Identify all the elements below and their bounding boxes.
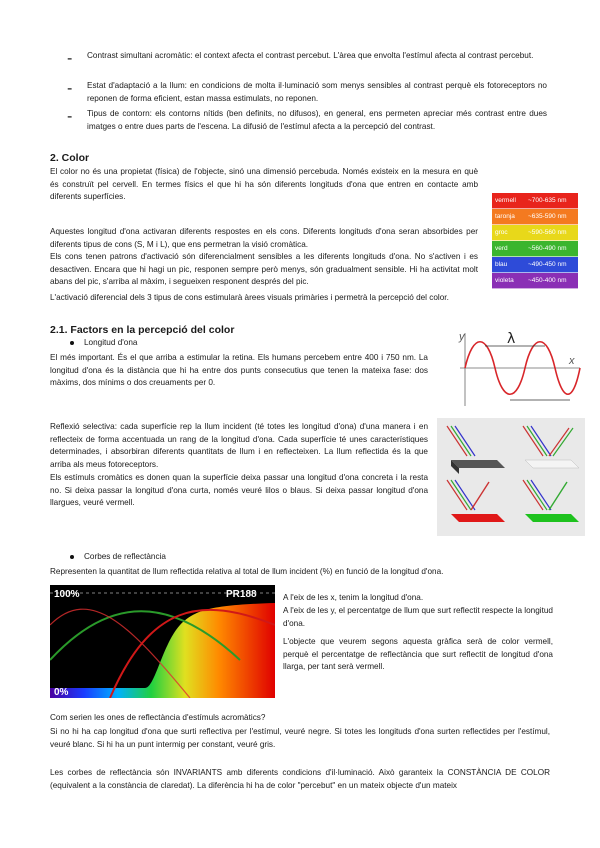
paragraph: A l'eix de les x, tenim la longitud d'ona. bbox=[283, 593, 424, 602]
wavelength-range: ~450-400 nm bbox=[528, 277, 567, 284]
paragraph: Si no hi ha cap longitud d'ona que surti reflectiva per l'estímul, veuré negre. Si totes les longituds d'ona surten reflectides per l'estímul, veuré blanc. Si hi ha un punt intermig per constant, veuré gris. bbox=[50, 727, 550, 749]
bullet-text: Contrast simultani acromàtic: el context afecta el contrast percebut. L'àrea que envolta l'estímul afecta al contrast percebut. bbox=[87, 51, 534, 60]
bullet-dot-icon bbox=[70, 341, 74, 345]
bullet-text: Estat d'adaptació a la llum: en condicions de molta il·luminació som menys sensibles al contrast perquè els fotoreceptors no reponen de forma eficient, estan massa estimulats, no reponen. bbox=[87, 81, 547, 103]
reflectance-curve-chart bbox=[50, 585, 275, 698]
wavelength-color-table bbox=[492, 193, 578, 289]
wavelength-row bbox=[492, 225, 578, 241]
paragraph: A l'eix de les y, el percentatge de llum que surt reflectit respecte la longitud d'ona. bbox=[283, 606, 553, 628]
bullet-text: Tipus de contorn: els contorns nítids (ben definits, no difusos), en general, ens permeten apreciar més contrast entre dues imatges o entre dues parts de l'escena. La difusió de l'estímul afecta a la percepció del contrast. bbox=[87, 109, 547, 131]
chart-top-label: 100% bbox=[54, 589, 80, 600]
wavelength-row bbox=[492, 193, 578, 209]
color-name: blau bbox=[495, 261, 508, 268]
wavelength-row bbox=[492, 241, 578, 257]
lambda-label: λ bbox=[507, 331, 516, 347]
wavelength-range: ~590-560 nm bbox=[528, 229, 567, 236]
wavelength-range: ~560-490 nm bbox=[528, 245, 567, 252]
color-name: vermell bbox=[495, 197, 516, 204]
wavelength-diagram bbox=[455, 328, 585, 408]
paragraph: Els estímuls cromàtics es donen quan la superfície deixa passar una longitud d'ona concreta i la resta no. Si deixa passar la longitud d'ona curta, només veuré lilos o blaus. Si deixa passar longitud d'ona llargues, veuré vermell. bbox=[50, 473, 428, 508]
paragraph: L'objecte que veurem segons aquesta gràfica serà de color vermell, perquè el percentatge de reflectància que surt reflectit de longitud d'ona llarga, per tant serà vermell. bbox=[283, 637, 553, 672]
paragraph: El més important. És el que arriba a estimular la retina. Els humans percebem entre 400 i 750 nm. La longitud d'ona és la distància que hi ha entre dos punts consecutius que tenen la mateixa fase: dos màxims, dos mínims o dos creuaments per 0. bbox=[50, 353, 428, 388]
axis-y-label: y bbox=[459, 331, 465, 343]
bullet-tipus-contorn: - Tipus de contorn: els contorns nítids (ben definits, no difusos), en general, ens permeten apreciar més contrast entre dues imatges o entre dues parts de l'escena. La difusió de l'estímul afecta a la percepció del contrast. bbox=[67, 108, 547, 133]
chart-bottom-label: 0% bbox=[54, 687, 69, 698]
list-item-longitud-ona: Longitud d'ona bbox=[70, 338, 137, 347]
color-name: violeta bbox=[495, 277, 514, 284]
bullet-contrast-simultani: - Contrast simultani acromàtic: el context afecta el contrast percebut. L'àrea que envolta l'estímul afecta al contrast percebut. bbox=[67, 50, 547, 63]
section-title-color: 2. Color bbox=[50, 152, 90, 164]
wavelength-range: ~700-635 nm bbox=[528, 197, 567, 204]
chart-name-label: PR188 bbox=[226, 589, 257, 600]
wavelength-row bbox=[492, 273, 578, 289]
paragraph: Les corbes de reflectància són INVARIANTS amb diferents condicions d'il·luminació. Això garanteix la CONSTÀNCIA DE COLOR (equivalent a la constància de claredat). La diferència hi ha de color "percebut" en un mateix objecte d'un mateix bbox=[50, 768, 550, 790]
axis-x-label: x bbox=[569, 355, 575, 367]
paragraph: L'activació diferencial dels 3 tipus de cons estimularà àrees visuals primàries i permetrà la percepció del color. bbox=[50, 293, 449, 302]
paragraph: Aquestes longitud d'ona activaran diferents respostes en els cons. Diferents longituds d'ona seran absorbides per diferents tipus de cons (S, M i L), que ens permetran la visió cromàtica. bbox=[50, 227, 478, 249]
bullet-dot-icon bbox=[70, 555, 74, 559]
wavelength-row bbox=[492, 209, 578, 225]
color-name: taronja bbox=[495, 213, 515, 220]
selective-reflection-illustration bbox=[437, 418, 585, 536]
paragraph: El color no és una propietat (física) de l'objecte, sinó una dimensió percebuda. Només existeix en la mesura en què és construït pel cervell. En termes físics el que hi ha són diferents longituds d'ona que entren en contacte amb diferents superfícies. bbox=[50, 167, 478, 202]
color-name: groc bbox=[495, 229, 508, 236]
paragraph: Els cons tenen patrons d'activació són diferencialment sensibles a les diferents longituds d'ona. No s'activen i es desactiven. Encara que hi hagi un pic, responen sempre però menys, són gradualment sensible. Hi ha activitat molt abans del pic, s'arriba al màxim, i segueixen responent després del pic. bbox=[50, 252, 478, 287]
question-text: Com serien les ones de reflectància d'estímuls acromàtics? bbox=[50, 713, 266, 722]
wavelength-range: ~635-590 nm bbox=[528, 213, 567, 220]
paragraph: Reflexió selectiva: cada superfície rep la llum incident (té totes les longitud d'ona) d'una manera i en reflecteix de forma accentuada un rang de la longitud d'ona. Cada superfície té unes característiques determinades, i absorbiran diferents quantitats de llum i en reflecteixen. La llum reflectida és la que arriba als meus fotoreceptors. bbox=[50, 422, 428, 469]
color-name: verd bbox=[495, 245, 508, 252]
wavelength-row bbox=[492, 257, 578, 273]
bullet-estat-adaptacio: - Estat d'adaptació a la llum: en condicions de molta il·luminació som menys sensibles al contrast perquè els fotoreceptors no reponen de forma eficient, estan massa estimulats, no reponen. bbox=[67, 80, 547, 105]
wavelength-range: ~490-450 nm bbox=[528, 261, 567, 268]
list-item-corbes-reflectancia: Corbes de reflectància bbox=[70, 552, 166, 561]
paragraph: Representen la quantitat de llum reflectida relativa al total de llum incident (%) en funció de la longitud d'ona. bbox=[50, 567, 444, 576]
section-title-factors: 2.1. Factors en la percepció del color bbox=[50, 324, 235, 336]
